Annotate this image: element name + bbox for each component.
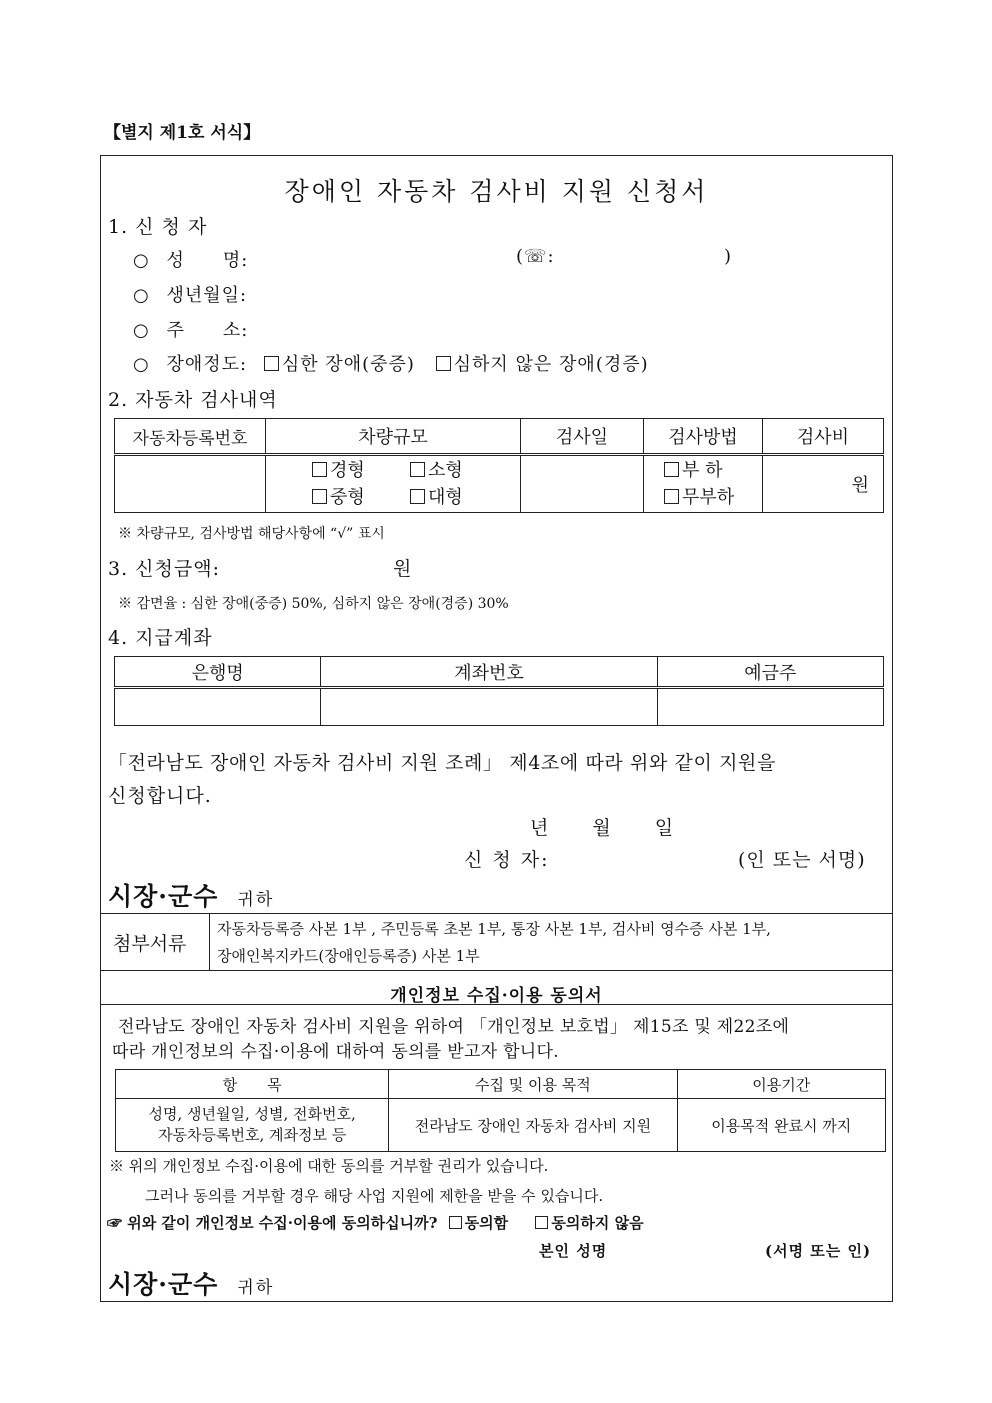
name-label: 성 명:	[166, 250, 249, 271]
bullet-icon: ○	[133, 250, 150, 271]
consent-right-note1: ※ 위의 개인정보 수집·이용에 대한 동의를 거부할 권리가 있습니다.	[109, 1157, 549, 1175]
severe-checkbox[interactable]	[264, 356, 279, 371]
honorific: 귀하	[237, 890, 275, 910]
account-number-cell[interactable]	[321, 688, 657, 726]
disability-label: 장애정도:	[166, 354, 248, 375]
declaration-line2: 신청합니다.	[108, 785, 212, 807]
amount-note: ※ 감면율 : 심한 장애(중증) 50%, 심하지 않은 장애(경증) 30%	[118, 596, 509, 612]
divider	[100, 970, 893, 971]
consent-table	[115, 1069, 886, 1152]
consent-addressee-block	[108, 1265, 274, 1301]
addressee: 시장·군수	[108, 882, 219, 911]
disagree-checkbox[interactable]	[535, 1216, 548, 1229]
declaration-date: 년 월 일	[530, 817, 676, 839]
amount-heading: 3. 신청금액:	[108, 558, 220, 580]
size-small-label: 소형	[428, 460, 463, 481]
consent-intro1: 전라남도 장애인 자동차 검사비 지원을 위하여 「개인정보 보호법」 제15조 및 제22조에	[118, 1017, 790, 1037]
size-compact-checkbox[interactable]	[312, 462, 327, 477]
consent-question-row	[107, 1212, 644, 1233]
header-inspection-fee: 검사비	[763, 419, 884, 455]
bullet-icon: ○	[133, 320, 150, 341]
consent-sign-label: (서명 또는 인)	[765, 1242, 872, 1260]
vehicle-size-cell	[266, 455, 521, 513]
inspection-heading: 2. 자동차 검사내역	[108, 389, 278, 411]
consent-period-cell: 이용목적 완료시 까지	[677, 1099, 885, 1152]
header-inspection-date: 검사일	[521, 419, 644, 455]
attachments-line1: 자동차등록증 사본 1부 , 주민등록 초본 1부, 통장 사본 1부, 검사비 영수증 사본 1부,	[217, 920, 771, 938]
birth-row	[133, 281, 247, 307]
inspection-method-cell	[644, 455, 763, 513]
agree-label: 동의함	[464, 1214, 509, 1232]
fee-unit: 원	[851, 475, 869, 496]
header-account-number: 계좌번호	[321, 657, 657, 688]
consent-header-items: 항 목	[116, 1070, 389, 1099]
bullet-icon: ○	[133, 285, 150, 306]
severe-label: 심한 장애(중증)	[281, 354, 415, 375]
phone-close: )	[724, 246, 733, 267]
consent-question: ☞ 위와 같이 개인정보 수집·이용에 동의하십니까?	[107, 1214, 438, 1232]
header-bank: 은행명	[115, 657, 321, 688]
phone-label: (☏:	[516, 246, 555, 267]
form-title: 장애인 자동차 검사비 지원 신청서	[284, 177, 709, 206]
header-inspection-method: 검사방법	[644, 419, 763, 455]
attachments-label: 첨부서류	[113, 933, 187, 955]
consent-items-cell	[116, 1099, 389, 1152]
method-load-label: 부 하	[682, 460, 723, 481]
consent-right-note2: 그러나 동의를 거부할 경우 해당 사업 지원에 제한을 받을 수 있습니다.	[145, 1187, 604, 1205]
attachments-line2: 장애인복지카드(장애인등록증) 사본 1부	[217, 947, 480, 965]
disagree-label: 동의하지 않음	[551, 1214, 644, 1232]
applicant-heading: 1. 신 청 자	[108, 216, 208, 238]
inspection-date-cell[interactable]	[521, 455, 644, 513]
mild-label: 심하지 않은 장애(경증)	[453, 354, 649, 375]
divider	[100, 913, 893, 914]
account-table	[114, 656, 884, 726]
consent-purpose-cell: 전라남도 장애인 자동차 검사비 지원	[389, 1099, 677, 1152]
consent-items-line1: 성명, 생년월일, 성별, 전화번호,	[148, 1105, 356, 1123]
address-row	[133, 316, 248, 342]
header-reg-number: 자동차등록번호	[115, 419, 266, 455]
declaration-line1: 「전라남도 장애인 자동차 검사비 지원 조례」 제4조에 따라 위와 같이 지원을	[108, 752, 776, 774]
consent-addressee: 시장·군수	[108, 1270, 219, 1299]
form-number-label: 【별지 제1호 서식】	[104, 123, 261, 143]
declaration-sign-label: (인 또는 서명)	[738, 849, 866, 871]
addressee-block	[108, 877, 274, 913]
method-noload-checkbox[interactable]	[664, 489, 679, 504]
consent-intro2: 따라 개인정보의 수집·이용에 대하여 동의를 받고자 합니다.	[112, 1042, 559, 1062]
method-noload-label: 무부하	[682, 487, 735, 508]
size-medium-checkbox[interactable]	[312, 489, 327, 504]
amount-unit: 원	[393, 558, 413, 580]
consent-signer-label: 본인 성명	[539, 1242, 608, 1260]
divider	[100, 1004, 893, 1005]
address-label: 주 소:	[166, 320, 249, 341]
size-large-label: 대형	[428, 487, 463, 508]
account-heading: 4. 지급계좌	[108, 627, 213, 649]
holder-cell[interactable]	[657, 688, 883, 726]
consent-header-purpose: 수집 및 이용 목적	[389, 1070, 677, 1099]
inspection-note: ※ 차량규모, 검사방법 해당사항에 “√” 표시	[118, 526, 385, 542]
reg-number-cell[interactable]	[115, 455, 266, 513]
size-small-checkbox[interactable]	[410, 462, 425, 477]
bullet-icon: ○	[133, 354, 150, 375]
bank-cell[interactable]	[115, 688, 321, 726]
inspection-fee-cell[interactable]	[763, 455, 884, 513]
inspection-table	[114, 418, 884, 513]
header-vehicle-size: 차량규모	[266, 419, 521, 455]
size-compact-label: 경형	[330, 460, 365, 481]
declaration-applicant-label: 신 청 자:	[464, 849, 550, 871]
size-medium-label: 중형	[330, 487, 365, 508]
mild-checkbox[interactable]	[436, 356, 451, 371]
agree-checkbox[interactable]	[449, 1216, 462, 1229]
size-large-checkbox[interactable]	[410, 489, 425, 504]
consent-items-line2: 자동차등록번호, 계좌정보 등	[158, 1126, 347, 1144]
disability-row	[133, 350, 649, 376]
header-holder: 예금주	[657, 657, 883, 688]
consent-header-period: 이용기간	[677, 1070, 885, 1099]
birth-label: 생년월일:	[166, 285, 248, 306]
name-row	[133, 246, 248, 272]
consent-title: 개인정보 수집·이용 동의서	[390, 986, 603, 1006]
method-load-checkbox[interactable]	[664, 462, 679, 477]
consent-honorific: 귀하	[237, 1278, 275, 1298]
divider	[209, 913, 210, 970]
